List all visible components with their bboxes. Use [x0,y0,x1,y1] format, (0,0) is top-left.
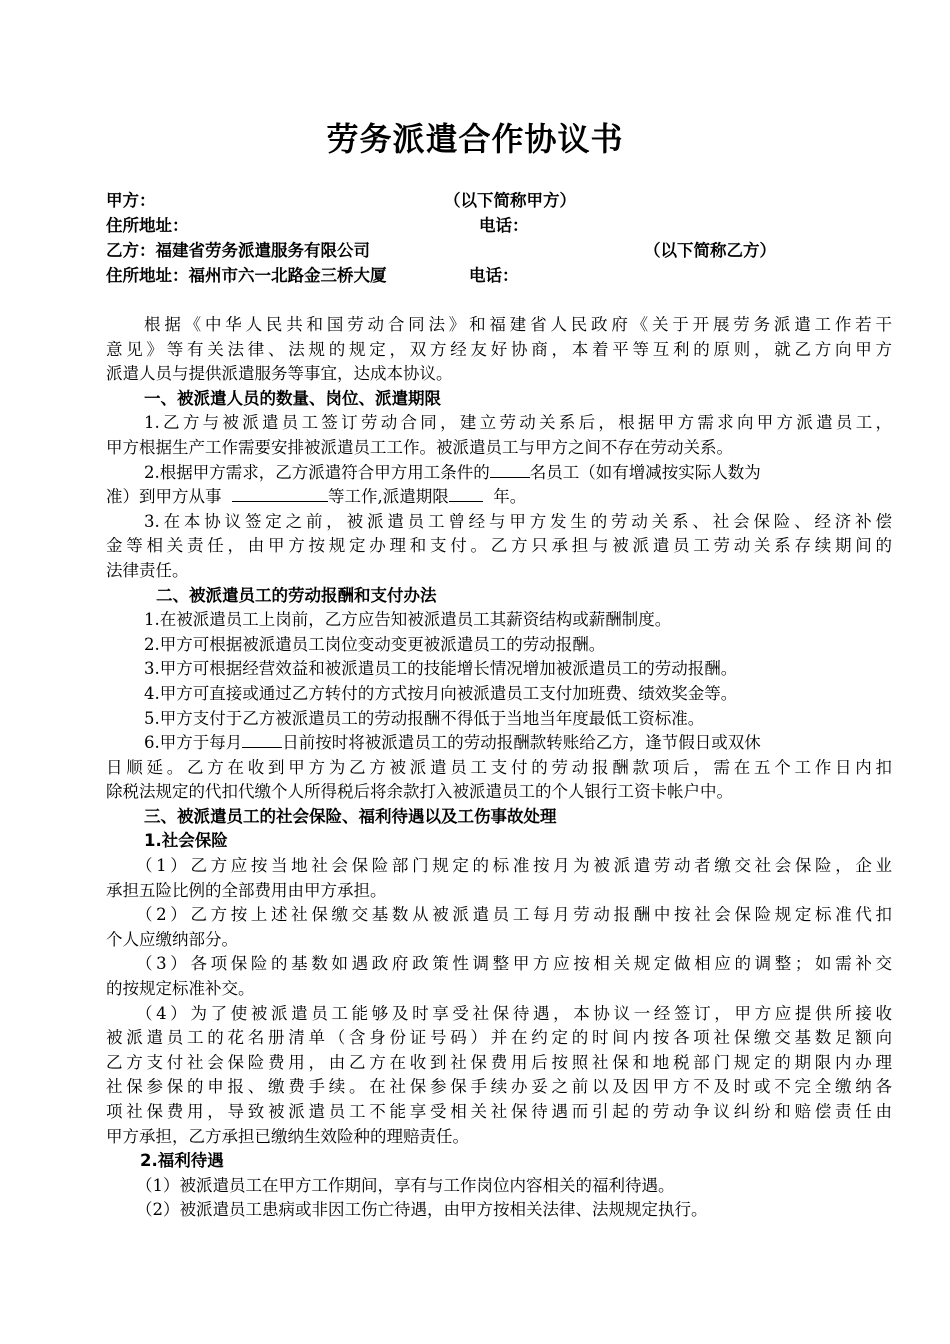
s3-a2-line: 个人应缴纳部分。 [106,929,238,949]
s1-clause-2-line [106,461,892,486]
s1-clause-1-line: 甲方根据生产工作需要安排被派遣员工工作。被派遣员工与甲方之间不存在劳动关系。 [106,437,733,457]
job-blank[interactable] [232,485,328,502]
s2-item: 4.甲方可直接或通过乙方转付的方式按月向被派遣员工支付加班费、绩效奖金等。 [144,683,738,703]
s3-a4-line: （4）为了使被派遣员工能够及时享受社保待遇，本协议一经签订，甲方应提供所接收 [136,1003,892,1023]
s3-b2-line: （2）被派遣员工患病或非因工伤亡待遇，由甲方按相关法律、法规规定执行。 [136,1200,708,1220]
agreement-body [106,313,892,1223]
s1-clause-2-line [106,485,892,510]
party-b-address-line [106,262,519,286]
intro-line: 根据《中华人民共和国劳动合同法》和福建省人民政府《关于开展劳务派遣工作若干 [144,315,892,334]
s3-a1-line: （1）乙方应按当地社会保险部门规定的标准按月为被派遣劳动者缴交社会保险，企业 [136,856,892,876]
s3-subheading: 1.社会保险 [144,831,228,851]
s2-item: 2.甲方可根据被派遣员工岗位变动变更被派遣员工的劳动报酬。 [144,634,606,654]
s3-a3-line: 的按规定标准补交。 [106,979,255,999]
s3-a4-line: 甲方承担，乙方承担已缴纳生效险种的理赔责任。 [106,1126,469,1146]
party-a-label: 甲方： [106,191,156,210]
party-a-phone-label: 电话： [479,216,529,235]
s3-a4-line: 乙方支付社会保险费用，由乙方在收到社保费用后按照社保和地税部门规定的期限内办理 [106,1052,892,1072]
party-b-note: （以下简称乙方） [644,241,776,260]
party-b-phone-label: 电话： [469,266,519,285]
party-b-line [106,237,776,261]
section-2-heading: 二、被派遣员工的劳动报酬和支付办法 [156,585,437,605]
s2-item-6-line: 除税法规定的代扣代缴个人所得税后将余款打入被派遣员工的个人银行工资卡帐户中。 [106,782,733,802]
s1-clause-1-line: 1.乙方与被派遣员工签订劳动合同，建立劳动关系后，根据甲方需求向甲方派遣员工， [144,413,892,433]
s3-a4-line: 项社保费用，导致被派遣员工不能享受相关社保待遇而引起的劳动争议纠纷和赔偿责任由 [106,1102,892,1121]
s1-clause-3-line: 法律责任。 [106,560,189,580]
s3-subheading: 2.福利待遇 [140,1151,224,1171]
party-a-line [106,187,576,211]
s3-a1-line: 承担五险比例的全部费用由甲方承担。 [106,880,387,900]
s1-clause-3-line: 金等相关责任，由甲方按规定办理和支付。乙方只承担与被派遣员工劳动关系存续期间的 [106,536,892,556]
s2-item: 1.在被派遣员工上岗前，乙方应告知被派遣员工其薪资结构或薪酬制度。 [144,610,672,630]
page-title: 劳务派遣合作协议书 [326,120,624,158]
s1-clause-2-text: 2.根据甲方需求，乙方派遣符合甲方用工条件的 [144,462,490,482]
s1-clause-2-text: 准）到甲方从事 [106,487,222,507]
party-a-address-line [106,212,529,236]
party-b-name: 乙方：福建省劳务派遣服务有限公司 [106,241,370,260]
intro-line: 派遣人员与提供派遣服务等事宜，达成本协议。 [106,364,453,384]
s1-clause-3-line: 3.在本协议签定之前，被派遣员工曾经与甲方发生的劳动关系、社会保险、经济补偿 [144,511,892,531]
party-a-note: （以下简称甲方） [444,191,576,210]
s3-a4-line: 被派遣员工的花名册清单（含身份证号码）并在约定的时间内按各项社保缴交基数足额向 [106,1028,892,1048]
s2-item-6-text: 6.甲方于每月 [144,733,243,753]
s3-a2-line: （2）乙方按上述社保缴交基数从被派遣员工每月劳动报酬中按社会保险规定标准代扣 [136,905,892,925]
s3-a4-line: 社保参保的申报、缴费手续。在社保参保手续办妥之前以及因甲方不及时或不完全缴纳各 [106,1077,892,1097]
section-3-heading: 三、被派遣员工的社会保险、福利待遇以及工伤事故处理 [144,806,557,826]
pay-day-blank[interactable] [242,731,282,748]
intro-line: 意见》等有关法律、法规的规定，双方经友好协商，本着平等互利的原则，就乙方向甲方 [106,339,892,359]
s2-item-6-text: 日前按时将被派遣员工的劳动报酬款转账给乙方，逢节假日或双休 [282,733,761,753]
s2-item: 3.甲方可根据经营效益和被派遣员工的技能增长情况增加被派遣员工的劳动报酬。 [144,659,738,679]
s1-clause-2-text: 名员工（如有增减按实际人数为 [529,462,761,482]
section-1-heading: 一、被派遣人员的数量、岗位、派遣期限 [144,388,441,408]
s3-b1-line: （1）被派遣员工在甲方工作期间，享有与工作岗位内容相关的福利待遇。 [136,1175,675,1195]
s2-item-6-line: 日顺延。乙方在收到甲方为乙方被派遣员工支付的劳动报酬款项后，需在五个工作日内扣 [106,757,892,777]
s2-item-6-line [106,731,892,756]
party-b-address: 住所地址：福州市六一北路金三桥大厦 [106,266,387,285]
s1-clause-2-text: 年。 [493,487,527,507]
headcount-blank[interactable] [490,461,530,478]
s3-a3-line: （3）各项保险的基数如遇政府政策性调整甲方应按相关规定做相应的调整；如需补交 [136,954,892,974]
s1-clause-2-text: 等工作,派遣期限 [328,487,449,507]
s2-item: 5.甲方支付于乙方被派遣员工的劳动报酬不得低于当地当年度最低工资标准。 [144,708,705,728]
term-blank[interactable] [449,485,483,502]
party-a-address-label: 住所地址： [106,216,189,235]
